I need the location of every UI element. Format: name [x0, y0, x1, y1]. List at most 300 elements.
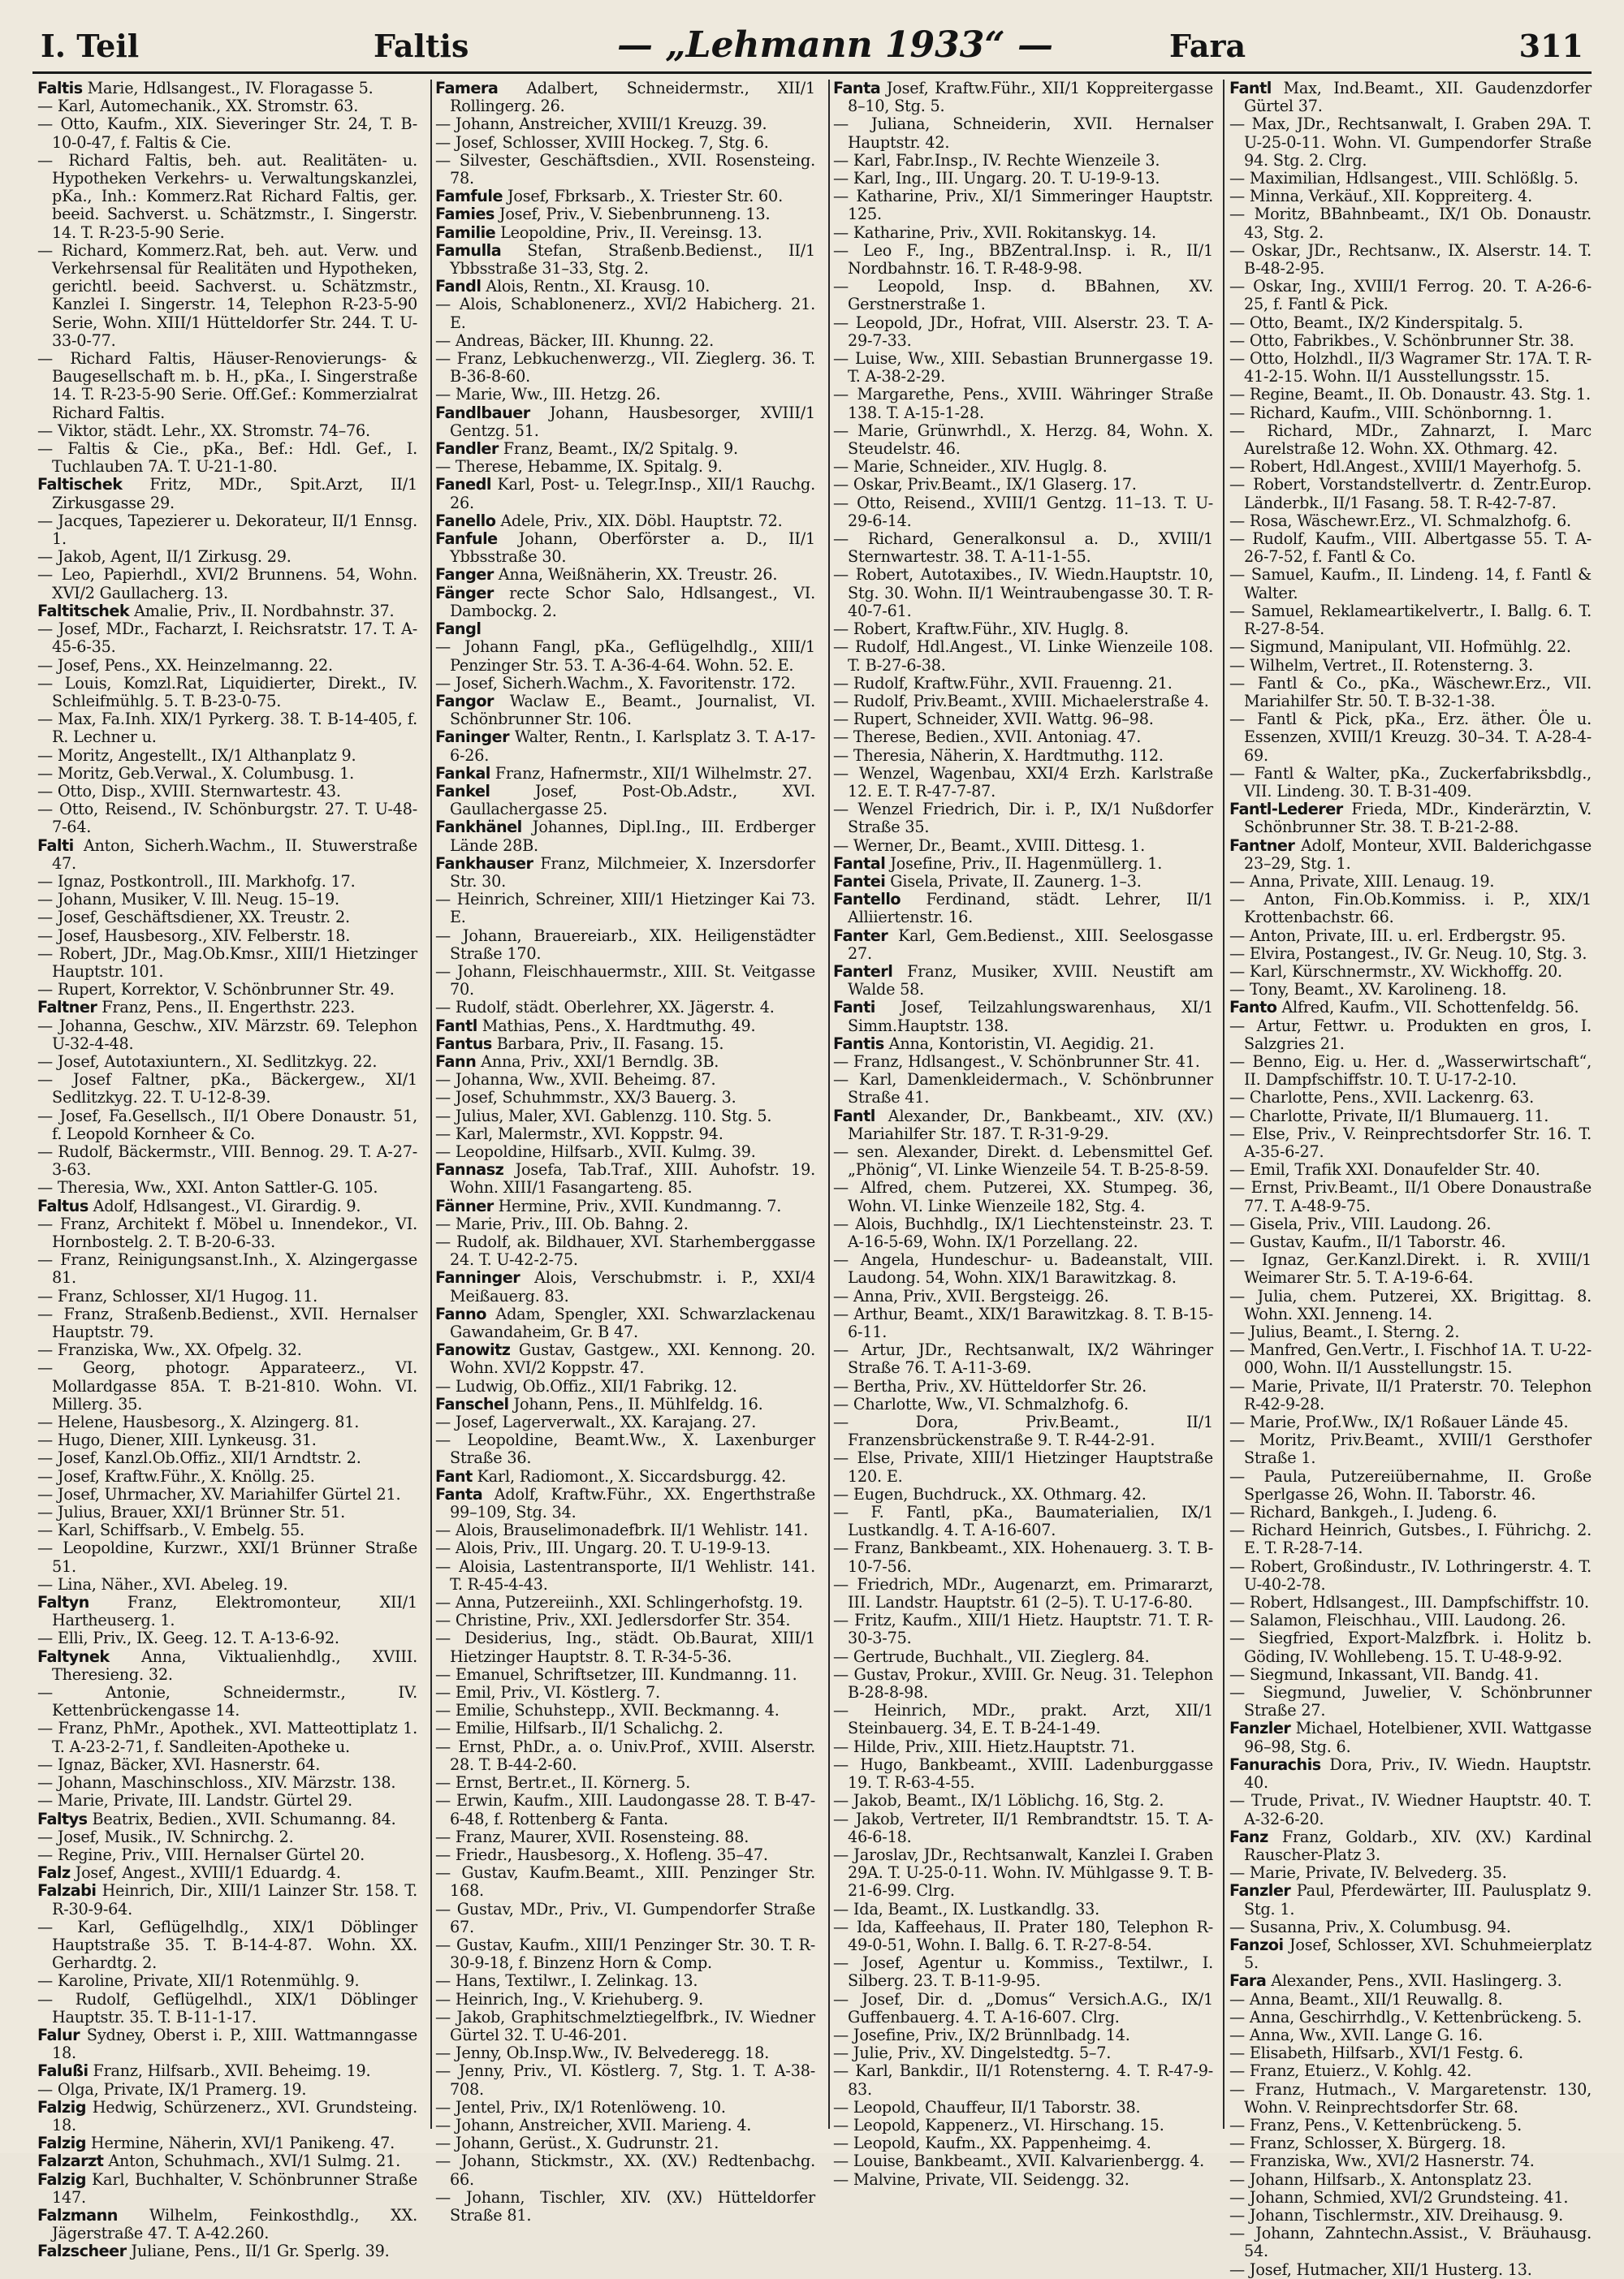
entry-details: — Marie, Ww., III. Hetzg. 26. — [435, 385, 661, 404]
entry-details: — Rudolf, ak. Bildhauer, XVI. Starhemberggasse 24. T. U-42-2-75. — [435, 1232, 815, 1270]
entry-surname: Fantal — [833, 853, 886, 873]
entry-details: — Richard, Generalkonsul a. D., XVIII/1 Sternwartestr. 38. T. A-11-1-55. — [833, 529, 1213, 567]
entry-details: Adolf, Kraftw.Führ., XX. Engerthstraße 99–109, Stg. 34. — [450, 1484, 815, 1522]
entry-details: — Arthur, Beamt., XIX/1 Barawitzkag. 8. T. B-15-6-11. — [833, 1304, 1213, 1342]
directory-entry — [37, 115, 417, 151]
directory-entry — [1229, 1991, 1592, 2009]
directory-entry — [1229, 2026, 1592, 2044]
entry-details: — Katharine, Priv., XI/1 Simmeringer Hauptstr. 125. — [833, 187, 1213, 224]
directory-entry — [1229, 1233, 1592, 1251]
entry-details: — Robert, Hdl.Angest., XVIII/1 Mayerhofg. 5. — [1229, 457, 1582, 477]
entry-surname: Fanti — [833, 998, 875, 1017]
directory-entry — [37, 765, 417, 783]
directory-entry — [435, 2062, 815, 2098]
directory-entry — [1229, 205, 1592, 241]
entry-details: — Anna, Private, XIII. Lenaug. 19. — [1229, 871, 1495, 891]
directory-entry — [37, 873, 417, 891]
directory-entry — [435, 1215, 815, 1233]
entry-details: — Werner, Dr., Beamt., XVIII. Dittesg. 1. — [833, 835, 1145, 855]
directory-entry — [1229, 1720, 1592, 1755]
directory-entry — [833, 1449, 1213, 1485]
directory-entry — [1229, 945, 1592, 963]
entry-details: — Marie, Schneider., XIV. Huglg. 8. — [833, 457, 1108, 477]
directory-entry — [435, 566, 815, 584]
entry-details: Franz, Hafnermstr., XII/1 Wilhelmstr. 27. — [495, 763, 813, 783]
entry-surname: Faltitschek — [37, 601, 130, 620]
entry-details: — Ernst, Bertr.et., II. Körnerg. 5. — [435, 1773, 691, 1793]
directory-entry — [435, 1269, 815, 1305]
entry-surname: Fanurachis — [1229, 1755, 1321, 1774]
directory-entry — [1229, 927, 1592, 945]
entry-surname: Faltys — [37, 1809, 88, 1828]
directory-entry — [435, 1629, 815, 1665]
entry-details: — Emanuel, Schriftsetzer, III. Kundmanng. 11. — [435, 1664, 797, 1684]
entry-details: — Josef, Hausbesorg., XIV. Felberstr. 18. — [37, 926, 351, 945]
entry-details: Gustav, Gastgew., XXI. Kennong. 20. Wohn. XVI/2 Koppstr. 47. — [450, 1340, 815, 1378]
entry-surname: Famera — [435, 79, 499, 97]
entry-details: — Ernst, Priv.Beamt., II/1 Obere Donaustraße 77. T. A-48-9-75. — [1229, 1178, 1592, 1215]
entry-details: Alexander, Dr., Bankbeamt., XIV. (XV.) Mariahilfer Str. 187. T. R-31-9-29. — [848, 1106, 1213, 1143]
directory-entry — [37, 1521, 417, 1539]
directory-entry — [435, 188, 815, 205]
directory-entry — [833, 638, 1213, 674]
directory-entry — [833, 2062, 1213, 2098]
directory-entry — [435, 458, 815, 476]
directory-entry — [37, 1774, 417, 1792]
entry-details: — Jenny, Ob.Insp.Ww., IV. Belvederegg. 18. — [435, 2044, 770, 2063]
directory-entry — [833, 170, 1213, 188]
entry-details: — Leo F., Ing., BBZentral.Insp. i. R., II/1 Nordbahnstr. 16. T. R-48-9-98. — [833, 240, 1213, 278]
entry-details: — Robert, Vorstandstellvertr. d. Zentr.Europ. Länderbk., II/1 Fasang. 58. T. R-42-7-87. — [1229, 475, 1592, 512]
entry-details: — Franz, Pens., V. Kettenbrückeng. 5. — [1229, 2115, 1522, 2134]
directory-entry — [435, 1414, 815, 1431]
entry-surname: Fantner — [1229, 835, 1295, 855]
directory-entry — [435, 296, 815, 331]
directory-entry — [435, 1972, 815, 1990]
directory-entry — [833, 350, 1213, 386]
directory-entry — [833, 999, 1213, 1034]
directory-entry — [1229, 1936, 1592, 1972]
entry-details: — Erwin, Kaufm., XIII. Laudongasse 28. T. B-47-6-48, f. Rottenberg & Fanta. — [435, 1791, 815, 1828]
entry-details: — Emilie, Hilfsarb., II/1 Schalichg. 2. — [435, 1719, 723, 1738]
entry-details: — Ignaz, Bäcker, XVI. Hasnerstr. 64. — [37, 1755, 321, 1774]
directory-entry — [833, 1901, 1213, 1919]
entry-details: — Heinrich, MDr., prakt. Arzt, XII/1 Steinbauerg. 34, E. T. B-24-1-49. — [833, 1701, 1213, 1738]
directory-entry — [435, 1396, 815, 1414]
entry-surname: Fanello — [435, 511, 496, 530]
entry-details: Josefine, Priv., II. Hagenmüllerg. 1. — [890, 853, 1163, 873]
entry-details: Alexander, Pens., XVII. Haslingerg. 3. — [1271, 1971, 1562, 1991]
directory-entry — [435, 927, 815, 963]
directory-entry — [435, 2189, 815, 2225]
directory-entry — [1229, 1629, 1592, 1665]
entry-details: — Hans, Textilwr., I. Zelinkag. 13. — [435, 1971, 698, 1991]
entry-surname: Fankel — [435, 781, 490, 801]
entry-details: Waclaw E., Beamt., Journalist, VI. Schönbrunner Str. 106. — [450, 691, 816, 729]
directory-entry — [37, 1107, 417, 1143]
entry-details: Franz, Hilfsarb., XVII. Beheimg. 19. — [93, 2061, 371, 2081]
directory-entry — [435, 693, 815, 728]
entry-details: Juliane, Pens., II/1 Gr. Sperlg. 39. — [131, 2242, 390, 2261]
entry-details: — Gustav, MDr., Priv., VI. Gumpendorfer Straße 67. — [435, 1899, 815, 1936]
entry-details: — Fritz, Kaufm., XIII/1 Hietz. Hauptstr. 71. T. R-30-3-75. — [833, 1611, 1213, 1648]
entry-details: — Tony, Beamt., XV. Karolineng. 18. — [1229, 980, 1507, 999]
entry-details: — Richard Faltis, Häuser-Renovierungs- & Baugesellschaft m. b. H., pKa., I. Singerstraße 14. T. R-23-5-90 Serie. Off.Gef.: Kommerzialrat Richard Faltis. — [37, 349, 417, 422]
directory-entry — [435, 1053, 815, 1071]
directory-entry — [1229, 2207, 1592, 2225]
directory-entry — [833, 476, 1213, 494]
entry-details: — Manfred, Gen.Vertr., I. Fischhof 1A. T. U-22-000, Wohn. II/1 Ausstellungstr. 15. — [1229, 1340, 1592, 1378]
directory-entry — [37, 710, 417, 746]
entry-details: — Rudolf, Hdl.Angest., VI. Linke Wienzeile 108. T. B-27-6-38. — [833, 637, 1213, 675]
entry-surname: Fanno — [435, 1304, 486, 1323]
directory-entry — [37, 1792, 417, 1810]
entry-surname: Fantis — [833, 1034, 884, 1053]
directory-entry — [435, 332, 815, 350]
directory-entry — [833, 224, 1213, 242]
entry-surname: Fangor — [435, 691, 494, 710]
entry-details: — Richard, Bankgeh., I. Judeng. 6. — [1229, 1503, 1497, 1522]
directory-entry — [435, 1738, 815, 1774]
directory-entry — [833, 765, 1213, 801]
entry-surname: Fanzler — [1229, 1881, 1291, 1901]
entry-details: Johann, Hausbesorger, XVIII/1 Gentzg. 51. — [450, 403, 815, 440]
directory-entry — [833, 1738, 1213, 1756]
entry-details: — Leopold, Kaufm., XX. Pappenheimg. 4. — [833, 2134, 1151, 2153]
entry-details: — Josef, Fa.Gesellsch., II/1 Obere Donaustr. 51, f. Leopold Kornheer & Co. — [37, 1106, 417, 1143]
directory-entry — [1229, 350, 1592, 386]
entry-details: — Anna, Beamt., XII/1 Reuwallg. 8. — [1229, 1989, 1503, 2009]
entry-details: — Johann Fangl, pKa., Geflügelhdlg., XIII/1 Penzinger Str. 53. T. A-36-4-64. Wohn. 52. E. — [435, 637, 815, 675]
directory-entry — [1229, 638, 1592, 656]
entry-details: — Rudolf, Bäckermstr., VIII. Bennog. 29. T. A-27-3-63. — [37, 1142, 417, 1180]
entry-details: — Friedr., Hausbesorg., X. Hofleng. 35–47. — [435, 1845, 768, 1864]
directory-entry — [435, 818, 815, 854]
entry-surname: Fankhänel — [435, 818, 522, 837]
entry-details: — Siegmund, Inkassant, VII. Bandg. 41. — [1229, 1664, 1539, 1684]
directory-entry — [435, 2152, 815, 2188]
directory-entry — [37, 476, 417, 511]
entry-details: — Jenny, Priv., VI. Köstlerg. 7, Stg. 1. T. A-38-708. — [435, 2061, 815, 2099]
directory-entry — [1229, 2044, 1592, 2062]
entry-surname: Fänger — [435, 583, 494, 602]
directory-entry — [435, 1431, 815, 1467]
entry-details: — Trude, Privat., IV. Wiedner Hauptstr. 40. T. A-32-6-20. — [1229, 1791, 1592, 1828]
entry-details: — Faltis & Cie., pKa., Bef.: Hdl. Gef., I. Tuchlauben 7A. T. U-21-1-80. — [37, 439, 417, 477]
directory-entry — [435, 242, 815, 278]
directory-entry — [37, 422, 417, 440]
directory-entry — [833, 1414, 1213, 1449]
entry-details: Beatrix, Bedien., XVII. Schumanng. 84. — [92, 1809, 396, 1828]
entry-details: — Johann, Anstreicher, XVII. Marieng. 4. — [435, 2115, 752, 2134]
directory-entry — [1229, 1828, 1592, 1864]
directory-entry — [37, 1251, 417, 1287]
directory-entry — [833, 2044, 1213, 2062]
entry-details: Franz, Beamt., IX/2 Spitalg. 9. — [503, 439, 738, 459]
entry-surname: Famfule — [435, 187, 503, 206]
entry-surname: Fandl — [435, 277, 482, 296]
entry-details: — Robert, Großindustr., IV. Lothringerstr. 4. T. U-40-2-78. — [1229, 1556, 1592, 1594]
directory-entry — [1229, 1288, 1592, 1323]
entry-details: — Franz, Lebkuchenwerzg., VII. Zieglerg. 36. T. B-36-8-60. — [435, 349, 815, 386]
entry-details: — Alfred, chem. Putzerei, XX. Stumpeg. 36, Wohn. VI. Linke Wienzeile 182, Stg. 4. — [833, 1178, 1213, 1215]
directory-entry — [435, 1233, 815, 1269]
entry-details: — Therese, Bedien., XVII. Antoniag. 47. — [833, 727, 1142, 747]
entry-details: Alfred, Kaufm., VII. Schottenfeldg. 56. — [1281, 998, 1579, 1017]
directory-entry — [435, 1864, 815, 1900]
directory-entry — [833, 1702, 1213, 1737]
directory-entry — [37, 2062, 417, 2080]
directory-entry — [833, 2026, 1213, 2044]
entry-details: — Bertha, Priv., XV. Hütteldorfer Str. 26. — [833, 1376, 1147, 1396]
entry-details: — Julius, Beamt., I. Sterng. 2. — [1229, 1323, 1460, 1342]
directory-entry — [833, 1576, 1213, 1612]
directory-entry — [1229, 1215, 1592, 1233]
directory-entry — [833, 1179, 1213, 1215]
entry-surname: Fanninger — [435, 1268, 520, 1288]
entry-surname: Fanzler — [1229, 1719, 1291, 1738]
entry-details: — Anna, Priv., XVII. Bergsteigg. 26. — [833, 1286, 1109, 1306]
directory-entry — [37, 1288, 417, 1306]
entry-details: — Johann, Stickmstr., XX. (XV.) Redtenbachg. 66. — [435, 2152, 815, 2189]
directory-entry — [435, 278, 815, 296]
entry-details: — Josef, Kraftw.Führ., X. Knöllg. 25. — [37, 1466, 315, 1486]
columns-container — [37, 79, 1592, 2279]
entry-surname: Falzmann — [37, 2205, 118, 2225]
entry-details: — Karl, Fabr.Insp., IV. Rechte Wienzeile 3. — [833, 150, 1160, 170]
entry-details: — Johann, Tischler, XIV. (XV.) Hütteldorfer Straße 81. — [435, 2187, 815, 2225]
directory-entry — [1229, 278, 1592, 313]
directory-entry — [435, 2117, 815, 2134]
directory-entry — [37, 548, 417, 566]
entry-details: — Ernst, PhDr., a. o. Univ.Prof., XVIII. Alserstr. 28. T. B-44-2-60. — [435, 1737, 815, 1774]
entry-details: — Josef, Geschäftsdiener, XX. Treustr. 2. — [37, 908, 350, 927]
directory-entry — [1229, 1612, 1592, 1629]
entry-details: — Oskar, Ing., XVIII/1 Ferrog. 20. T. A-26-6-25, f. Fantl & Pick. — [1229, 277, 1592, 314]
column-1 — [37, 79, 418, 2261]
entry-details: — Josefine, Priv., IX/2 Brünnlbadg. 14. — [833, 2025, 1130, 2044]
directory-entry — [435, 999, 815, 1016]
directory-entry — [435, 1143, 815, 1161]
entry-details: — Franziska, Ww., XX. Ofpelg. 32. — [37, 1340, 302, 1360]
directory-entry — [37, 2152, 417, 2170]
directory-entry — [37, 1684, 417, 1720]
entry-details: Adolf, Monteur, XVII. Balderichgasse 23–29, Stg. 1. — [1244, 835, 1592, 873]
entry-details: Josef, Priv., V. Siebenbrunneng. 13. — [499, 205, 771, 224]
directory-entry — [435, 1828, 815, 1846]
running-head-left: Faltis — [374, 28, 469, 64]
entry-surname: Fangl — [435, 619, 482, 639]
entry-details: — Robert, JDr., Mag.Ob.Kmsr., XIII/1 Hietzinger Hauptstr. 101. — [37, 943, 417, 981]
entry-details: — Christine, Priv., XXI. Jedlersdorfer Str. 354. — [435, 1611, 791, 1630]
entry-details: — Franz, Hutmach., V. Margaretenstr. 130, Wohn. V. Reinprechtsdorfer Str. 68. — [1229, 2079, 1592, 2117]
entry-details: — Franz, Schlosser, XI/1 Hugog. 11. — [37, 1286, 318, 1306]
directory-entry — [37, 1720, 417, 1755]
entry-details: Alois, Rentn., XI. Krausg. 10. — [486, 277, 710, 296]
entry-surname: Familie — [435, 222, 496, 242]
directory-entry — [435, 1161, 815, 1197]
directory-entry — [435, 1107, 815, 1125]
entry-details: — Hilde, Priv., XIII. Hietz.Hauptstr. 71. — [833, 1737, 1135, 1756]
directory-entry — [833, 1378, 1213, 1396]
entry-details: — Max, JDr., Rechtsanwalt, I. Graben 29A. T. U-25-0-11. Wohn. VI. Gumpendorfer Straße 94. Stg. 2. Clrg. — [1229, 114, 1592, 170]
directory-entry — [833, 1486, 1213, 1504]
entry-details: — Johanna, Ww., XVII. Beheimg. 87. — [435, 1070, 716, 1090]
entry-details: — Heinrich, Schreiner, XIII/1 Hietzinger Kai 73. E. — [435, 890, 815, 927]
entry-details: — Josef, Lagerverwalt., XX. Karajang. 27. — [435, 1413, 757, 1432]
directory-entry — [37, 2026, 417, 2062]
entry-details: — Elisabeth, Hilfsarb., XVI/1 Festg. 6. — [1229, 2044, 1523, 2063]
entry-details: — Josef, Agentur u. Kommiss., Textilwr., I. Silberg. 23. T. B-11-9-95. — [833, 1953, 1213, 1991]
directory-entry — [1229, 458, 1592, 476]
entry-details: — Anna, Geschirrhdlg., V. Kettenbrückeng. 5. — [1229, 2007, 1582, 2026]
directory-entry — [37, 350, 417, 422]
directory-entry — [833, 2134, 1213, 2152]
entry-details: — Moritz, Angestellt., IX/1 Althanplatz 9. — [37, 745, 356, 765]
entry-details: — Josef, Uhrmacher, XV. Mariahilfer Gürtel 21. — [37, 1484, 401, 1504]
entry-details: — Johann, Hilfsarb., X. Antonsplatz 23. — [1229, 2169, 1532, 2189]
entry-details: Karl, Radiomont., X. Siccardsburgg. 42. — [477, 1466, 787, 1486]
directory-entry — [833, 855, 1213, 873]
entry-details: Josef, Kraftw.Führ., XII/1 Koppreitergasse 8–10, Stg. 5. — [848, 79, 1213, 116]
directory-entry — [37, 1972, 417, 1990]
entry-details: Josef, Post-Ob.Adstr., XVI. Gaullachergasse 25. — [450, 781, 816, 819]
column-3 — [833, 79, 1214, 2189]
directory-entry — [1229, 188, 1592, 205]
entry-details: — Anna, Putzereiinh., XXI. Schlingerhofstg. 19. — [435, 1593, 803, 1612]
entry-surname: Fanta — [435, 1484, 483, 1504]
entry-details: — Johann, Zahntechn.Assist., V. Bräuhausg. 54. — [1229, 2224, 1592, 2261]
directory-entry — [435, 115, 815, 133]
directory-entry — [833, 891, 1213, 926]
directory-entry — [833, 1792, 1213, 1810]
entry-details: Michael, Hotelbiener, XVII. Wattgasse 96–98, Stg. 6. — [1244, 1719, 1592, 1756]
entry-details: — Franz, Reinigungsanst.Inh., X. Alzingergasse 81. — [37, 1250, 417, 1288]
entry-details: — Katharine, Priv., XVII. Rokitanskyg. 14. — [833, 222, 1156, 242]
entry-details: — Regine, Priv., VIII. Hernalser Gürtel 20. — [37, 1845, 365, 1864]
entry-surname: Fandler — [435, 439, 499, 459]
entry-details: — Fantl & Pick, pKa., Erz. äther. Öle u. Essenzen, XVIII/1 Kreuzg. 30–34. T. A-28-4-69. — [1229, 710, 1592, 765]
directory-entry — [833, 728, 1213, 746]
directory-entry — [37, 1449, 417, 1467]
directory-entry — [833, 115, 1213, 151]
entry-details: — Charlotte, Private, II/1 Blumauerg. 11. — [1229, 1106, 1549, 1125]
entry-details: — Desiderius, Ing., städt. Ob.Baurat, XIII/1 Hietzinger Hauptstr. 8. T. R-34-5-36. — [435, 1629, 815, 1666]
entry-details: — Heinrich, Ing., V. Kriehuberg. 9. — [435, 1989, 704, 2009]
entry-details: — Karl, Kürschnermstr., XV. Wickhoffg. 20. — [1229, 961, 1562, 981]
directory-entry — [1229, 1666, 1592, 1684]
directory-entry — [833, 152, 1213, 170]
running-head-right: Fara — [1169, 28, 1246, 64]
directory-entry — [435, 1017, 815, 1035]
entry-surname: Fann — [435, 1051, 477, 1071]
entry-details: — Gustav, Kaufm.Beamt., XIII. Penzinger Str. 168. — [435, 1863, 815, 1901]
entry-surname: Fankal — [435, 763, 490, 783]
entry-details: — Richard Faltis, beh. aut. Realitäten- u. Hypotheken Verkehrs- u. Verwaltungskanzlei, pKa., Inh.: Kommerz.Rat Richard Faltis, ger. beeid. Sachverst. u. Schätzmstr., I. Singerstr. 14. T. R-23-5-90 Serie. — [37, 150, 417, 242]
directory-entry — [435, 440, 815, 458]
entry-details: — Wenzel, Wagenbau, XXI/4 Erzh. Karlstraße 12. E. T. R-47-7-87. — [833, 763, 1213, 801]
entry-details: Barbara, Priv., II. Fasang. 15. — [496, 1034, 724, 1053]
entry-surname: Fanterl — [833, 961, 893, 981]
entry-details: Karl, Buchhalter, V. Schönbrunner Straße 147. — [52, 2169, 417, 2207]
entry-details: — Leopoldine, Kurzwr., XXI/1 Brünner Straße 51. — [37, 1539, 417, 1576]
entry-details: Hedwig, Schürzenerz., XVI. Grundsteing. 18. — [52, 2097, 417, 2134]
entry-details: Fritz, MDr., Spit.Arzt, II/1 Zirkusgasse 29. — [52, 475, 417, 512]
entry-details: — Johann, Gerüst., X. Gudrunstr. 21. — [435, 2134, 719, 2153]
directory-entry — [37, 2099, 417, 2134]
directory-entry — [37, 1341, 417, 1359]
directory-entry — [37, 1846, 417, 1864]
entry-details: — Franz, Etuierz., V. Kohlg. 42. — [1229, 2061, 1472, 2081]
directory-entry — [1229, 386, 1592, 404]
directory-entry — [833, 188, 1213, 223]
directory-entry — [435, 1594, 815, 1612]
directory-entry — [435, 675, 815, 693]
directory-entry — [1229, 981, 1592, 999]
entry-details: — Franziska, Ww., XVI/2 Hasnerstr. 74. — [1229, 2152, 1535, 2171]
entry-details: — Josef, Schlosser, XVIII Hockeg. 7, Stg. 6. — [435, 132, 769, 152]
directory-entry — [1229, 2081, 1592, 2117]
entry-details: — Anton, Fin.Ob.Kommiss. i. P., XIX/1 Krottenbachstr. 66. — [1229, 890, 1592, 927]
directory-entry — [435, 765, 815, 783]
directory-entry — [833, 710, 1213, 728]
entry-surname: Fanowitz — [435, 1340, 511, 1360]
entry-details: — Josef, Musik., IV. Schnirchg. 2. — [37, 1827, 294, 1846]
entry-details: — Rudolf, Priv.Beamt., XVIII. Michaelerstraße 4. — [833, 691, 1209, 710]
directory-entry — [435, 2044, 815, 2062]
directory-entry — [833, 530, 1213, 566]
entry-details: — Wenzel Friedrich, Dir. i. P., IX/1 Nußdorfer Straße 35. — [833, 800, 1213, 837]
entry-surname: Falzig — [37, 2134, 86, 2153]
entry-details: — Viktor, städt. Lehr., XX. Stromstr. 74–76. — [37, 421, 370, 440]
entry-details: — Silvester, Geschäftsdien., XVII. Rosensteing. 78. — [435, 150, 815, 188]
entry-details: Adolf, Hdlsangest., VI. Girardig. 9. — [93, 1196, 361, 1215]
directory-entry — [1229, 657, 1592, 675]
entry-details: Franz, Pens., II. Engerthstr. 223. — [102, 998, 356, 1017]
directory-entry — [1229, 2134, 1592, 2152]
entry-details: — Regine, Beamt., II. Ob. Donaustr. 43. Stg. 1. — [1229, 385, 1591, 404]
entry-details: — Alois, Buchhdlg., IX/1 Liechtensteinstr. 23. T. A-16-5-69, Wohn. IX/1 Porzellang. 22. — [833, 1214, 1213, 1251]
directory-entry — [1229, 1323, 1592, 1341]
entry-details: — Jacques, Tapezierer u. Dekorateur, II/1 Ennsg. 1. — [37, 511, 417, 549]
entry-details: — Angela, Hundeschur- u. Badeanstalt, VIII. Laudong. 54, Wohn. XIX/1 Barawitzkag. 8. — [833, 1250, 1213, 1288]
entry-details: — Leopold, Insp. d. BBahnen, XV. Gerstnerstraße 1. — [833, 277, 1213, 314]
entry-details: — Else, Private, XIII/1 Hietzinger Hauptstraße 120. E. — [833, 1448, 1213, 1486]
directory-entry — [435, 1198, 815, 1215]
directory-entry — [37, 1486, 417, 1504]
entry-details: — Otto, Fabrikbes., V. Schönbrunner Str. 38. — [1229, 330, 1574, 350]
entry-details: — Marie, Priv., III. Ob. Bahng. 2. — [435, 1214, 689, 1233]
directory-entry — [1229, 2009, 1592, 2026]
entry-details: — Fantl & Co., pKa., Wäschewr.Erz., VII. Mariahilfer Str. 50. T. B-32-1-38. — [1229, 673, 1592, 710]
directory-entry — [37, 1828, 417, 1846]
entry-details: — Charlotte, Ww., VI. Schmalzhofg. 6. — [833, 1394, 1129, 1414]
directory-entry — [37, 242, 417, 350]
entry-surname: Fanger — [435, 565, 494, 585]
entry-details: — Georg, photogr. Apparateerz., VI. Mollardgasse 85A. T. B-21-810. Wohn. VI. Millerg. 35. — [37, 1358, 417, 1414]
entry-details: — Malvine, Private, VII. Seidengg. 32. — [833, 2169, 1129, 2189]
entry-details: — Leopold, JDr., Hofrat, VIII. Alserstr. 23. T. A-29-7-33. — [833, 313, 1213, 350]
entry-details: recte Schor Salo, Hdlsangest., VI. Dambockg. 2. — [450, 583, 815, 620]
entry-details: — Karl, Damenkleidermach., V. Schönbrunner Straße 41. — [833, 1070, 1213, 1107]
entry-details: — Rosa, Wäschewr.Erz., VI. Schmalzhofg. 6. — [1229, 511, 1571, 530]
directory-entry — [1229, 530, 1592, 566]
directory-entry — [1229, 675, 1592, 710]
directory-entry — [37, 783, 417, 801]
page-number: 311 — [1518, 28, 1583, 64]
directory-entry — [1229, 1125, 1592, 1161]
directory-entry — [435, 2009, 815, 2044]
